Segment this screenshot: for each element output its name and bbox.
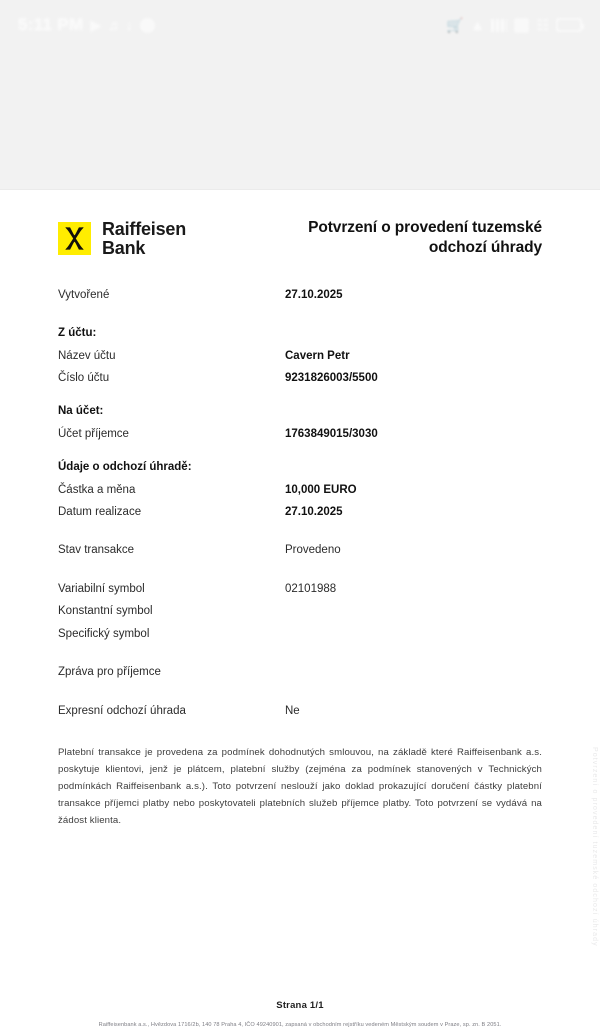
page-title: Potvrzení o provedení tuzemské odchozí úhrady bbox=[308, 219, 542, 256]
signal-bars-icon bbox=[491, 19, 507, 32]
vibrate-icon: ☷ bbox=[536, 17, 549, 33]
row-express-payment-label: Expresní odchozí úhrada bbox=[58, 704, 186, 717]
row-beneficiary-account-value: 1763849015/3030 bbox=[285, 427, 378, 440]
row-message-for-beneficiary-label: Zpráva pro příjemce bbox=[58, 666, 161, 679]
row-account-name-label: Název účtu bbox=[58, 349, 116, 362]
cart-icon: 🛒 bbox=[446, 17, 464, 33]
section-heading-payment-details bbox=[58, 456, 542, 478]
section-heading-label: Z účtu: bbox=[58, 327, 97, 340]
play-icon: ▶ bbox=[90, 17, 102, 33]
row-execution-date-value: 27.10.2025 bbox=[285, 506, 343, 519]
camera-icon bbox=[140, 18, 155, 33]
music-icon: ♫ bbox=[108, 17, 119, 33]
row-account-name-value: Cavern Petr bbox=[285, 349, 350, 362]
row-created-label: Vytvořené bbox=[58, 288, 110, 301]
status-bar-left-group bbox=[18, 15, 155, 35]
raiffeisen-gable-cross-icon bbox=[58, 222, 91, 255]
row-express-payment-value: Ne bbox=[285, 704, 300, 717]
page-number: Strana 1/1 bbox=[276, 1000, 324, 1012]
side-stamp-text: Potvrzení o provedení tuzemské odchozí úhrady bbox=[591, 747, 598, 947]
brand-name bbox=[102, 220, 186, 257]
row-created-value: 27.10.2025 bbox=[285, 288, 343, 301]
section-heading-label: Na účet: bbox=[58, 405, 104, 418]
row-account-number-label: Číslo účtu bbox=[58, 371, 110, 384]
row-amount-currency-label: Částka a měna bbox=[58, 483, 136, 496]
row-variable-symbol bbox=[58, 578, 542, 600]
document-page bbox=[0, 190, 600, 1035]
row-transaction-status-value: Provedeno bbox=[285, 544, 341, 557]
row-created bbox=[58, 284, 542, 306]
row-variable-symbol-value: 02101988 bbox=[285, 582, 337, 595]
footer-legal-text: Raiffeisenbank a.s., Hvězdova 1716/2b, 140 78 Praha 4, IČO 49240901, zapsaná v obchodním rejstříku vedeném Městským soudem v Praze, sp. zn. B 2051. bbox=[98, 1022, 502, 1029]
status-bar-clock: 5:11 PM bbox=[18, 15, 84, 34]
legal-disclaimer: Platební transakce je provedena za podmínek dohodnutých smlouvou, na základě které Raiffeisenbank a.s. poskytuje klientovi, jenž je plátcem, platební služby (zejména za podmínek stanovených v Technických podmínkách Raiffeisenbank a.s.). Toto potvrzení neslouží jako doklad prokazující doručení částky platební transakce příjemci platby nebo poskytovateli platebních služeb příjemce platby. Toto potvrzení se vydává na žádost klienta. bbox=[58, 746, 542, 827]
spacer bbox=[58, 523, 542, 539]
row-message-for-beneficiary bbox=[58, 661, 542, 683]
wifi-icon: ▲ bbox=[470, 17, 485, 33]
row-execution-date bbox=[58, 501, 542, 523]
row-constant-symbol bbox=[58, 600, 542, 622]
row-amount-currency bbox=[58, 479, 542, 501]
section-heading-to-account bbox=[58, 400, 542, 422]
row-variable-symbol-label: Variabilní symbol bbox=[58, 582, 145, 595]
spacer bbox=[58, 684, 542, 700]
status-bar-right-group bbox=[446, 18, 582, 33]
row-express-payment bbox=[58, 700, 542, 722]
document-header bbox=[58, 218, 542, 258]
row-specific-symbol-label: Specifický symbol bbox=[58, 627, 150, 640]
spacer bbox=[58, 562, 542, 578]
brand-name-line1: Raiffeisen bbox=[102, 219, 187, 239]
spacer bbox=[58, 645, 542, 661]
document-footer bbox=[0, 1000, 600, 1035]
raiffeisen-bank-logo bbox=[58, 218, 186, 257]
row-account-number bbox=[58, 367, 542, 389]
section-heading-from-account bbox=[58, 322, 542, 344]
row-beneficiary-account bbox=[58, 423, 542, 445]
row-account-number-value: 9231826003/5500 bbox=[285, 371, 378, 384]
spacer bbox=[58, 306, 542, 322]
row-execution-date-label: Datum realizace bbox=[58, 506, 142, 519]
pdf-viewer-background bbox=[0, 50, 600, 190]
row-account-name bbox=[58, 345, 542, 367]
sim-icon bbox=[514, 18, 529, 33]
document-body bbox=[58, 284, 542, 722]
download-icon: ↓ bbox=[125, 17, 133, 33]
row-beneficiary-account-label: Účet příjemce bbox=[58, 427, 129, 440]
row-specific-symbol bbox=[58, 623, 542, 645]
row-transaction-status bbox=[58, 539, 542, 561]
row-transaction-status-label: Stav transakce bbox=[58, 544, 135, 557]
spacer bbox=[58, 445, 542, 456]
brand-name-line2: Bank bbox=[102, 237, 146, 258]
row-amount-currency-value: 10,000 EURO bbox=[285, 483, 357, 496]
row-constant-symbol-label: Konstantní symbol bbox=[58, 605, 153, 618]
battery-icon bbox=[556, 18, 582, 32]
spacer bbox=[58, 389, 542, 400]
section-heading-label: Údaje o odchozí úhradě: bbox=[58, 461, 192, 474]
android-status-bar bbox=[0, 0, 600, 50]
